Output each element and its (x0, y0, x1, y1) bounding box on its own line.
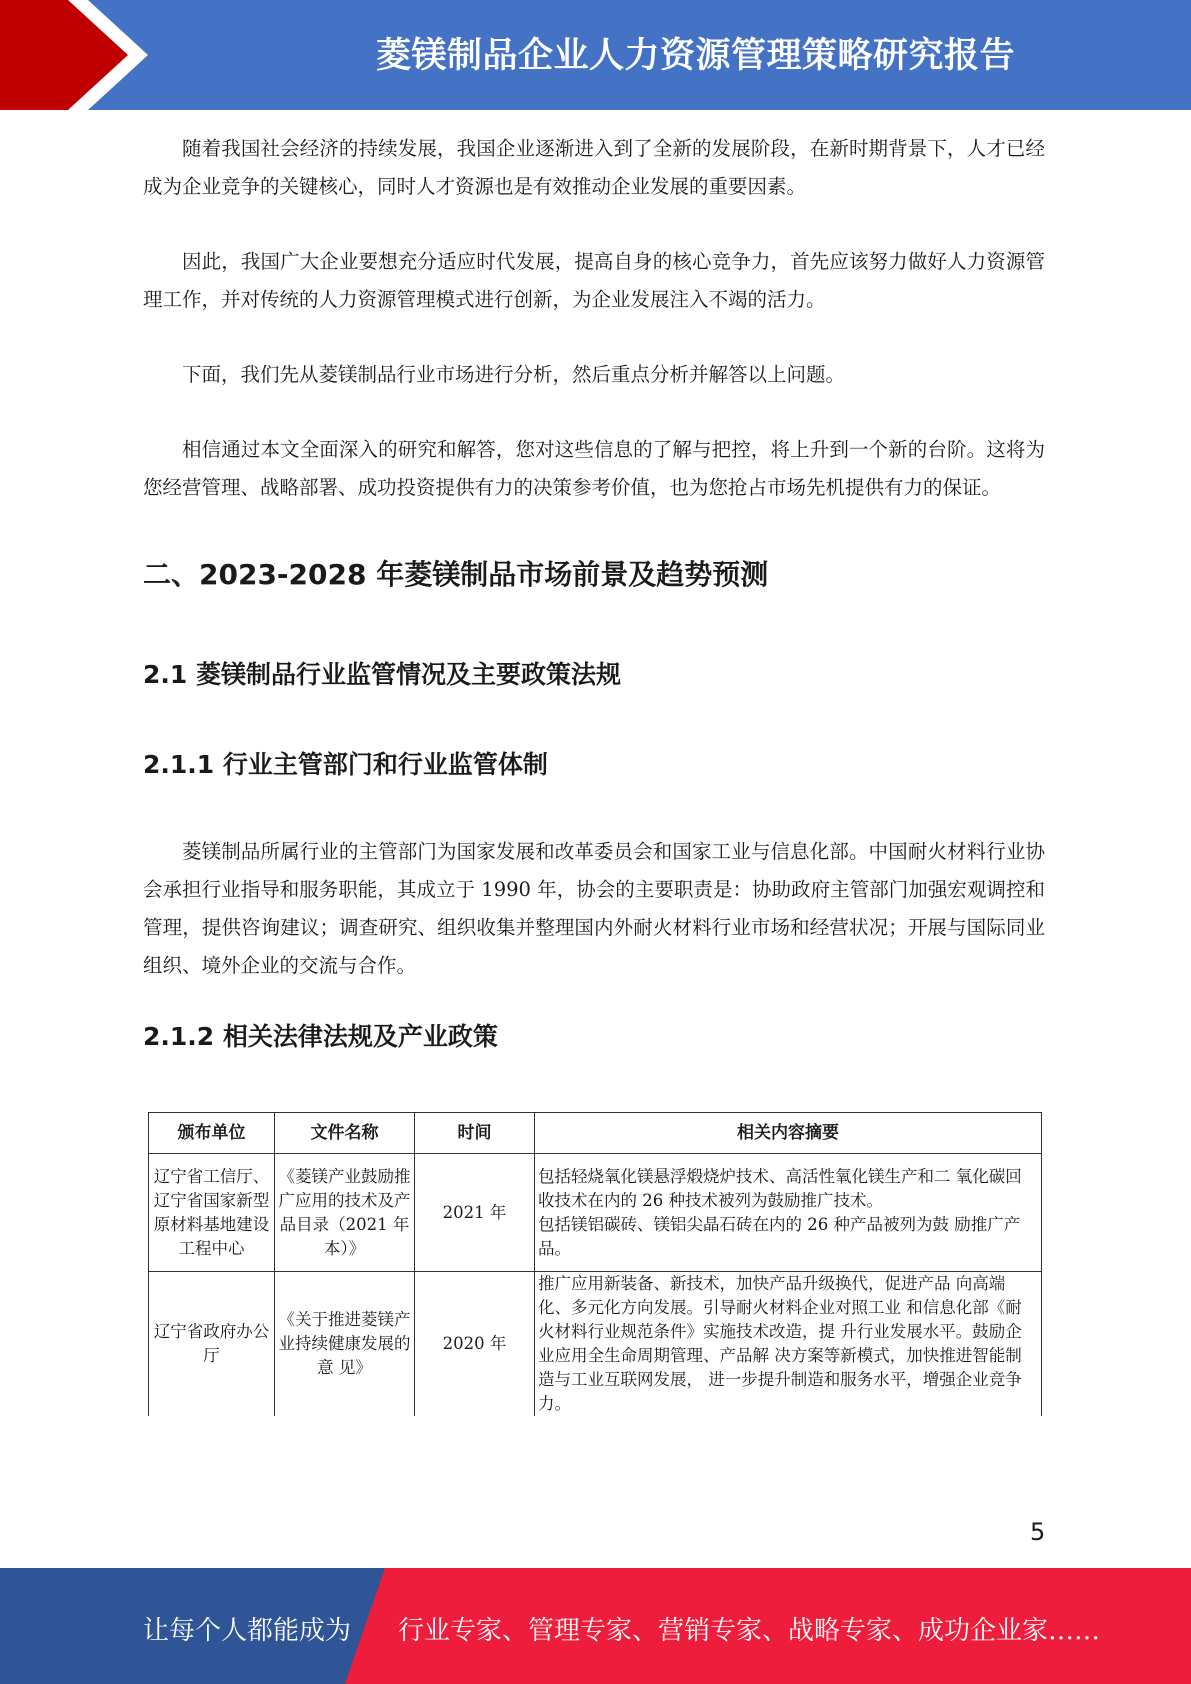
intro-paragraph-3: 下面，我们先从菱镁制品行业市场进行分析，然后重点分析并解答以上问题。 (182, 363, 846, 386)
section-heading-2: 二、2023-2028 年菱镁制品市场前景及趋势预测 (143, 558, 769, 591)
document-title: 菱镁制品企业人力资源管理策略研究报告 (375, 36, 1015, 76)
intro-paragraph-2: 因此，我国广大企业要想充分适应时代发展，提高自身的核心竞争力，首先应该努力做好人力资源管理工作，并对传统的人力资源管理模式进行创新，为企业发展注入不竭的活力。 (143, 250, 1045, 311)
footer-slogan-right: 行业专家、管理专家、营销专家、战略专家、成功企业家…… (398, 1616, 1101, 1646)
table-cell-issuer: 辽宁省政府办公厅 (149, 1272, 275, 1417)
summary-line: 包括镁铝碳砖、镁铝尖晶石砖在内的 26 种产品被列为鼓 励推广产品。 (538, 1214, 1021, 1258)
table-row (149, 1154, 1042, 1272)
table-header-time: 时间 (415, 1113, 535, 1154)
page-number: 5 (1030, 1518, 1046, 1546)
table-header-issuer: 颁布单位 (149, 1113, 275, 1154)
table-cell-document: 《菱镁产业鼓励推广应用的技术及产品目录（2021 年本）》 (275, 1154, 415, 1272)
page-header (0, 0, 1191, 110)
table-cell-time: 2021 年 (415, 1154, 535, 1272)
table-cell-document: 《关于推进菱镁产业持续健康发展的意 见》 (275, 1272, 415, 1417)
table-header-document: 文件名称 (275, 1113, 415, 1154)
table-header-row (149, 1113, 1042, 1154)
header-arrow-decoration (0, 0, 240, 110)
table-cell-issuer: 辽宁省工信厅、辽宁省国家新型原材料基地建设工程中心 (149, 1154, 275, 1272)
table-cell-summary (535, 1272, 1042, 1417)
table-row (149, 1272, 1042, 1417)
footer-slogan-left: 让每个人都能成为 (143, 1616, 352, 1646)
section-heading-2-1: 2.1 菱镁制品行业监管情况及主要政策法规 (143, 660, 621, 689)
summary-line: 包括轻烧氧化镁悬浮煅烧炉技术、高活性氧化镁生产和二 氧化碳回收技术在内的 26 种技术被列为鼓励推广技术。 (538, 1166, 1022, 1210)
page-content (143, 130, 1045, 1055)
summary-line: 推广应用新装备、新技术，加快产品升级换代，促进产品 向高端化、多元化方向发展。引导耐火材料企业对照工业 和信息化部《耐火材料行业规范条件》实施技术改造，提 升行业发展水平。鼓励企业应用全生命周期管理、产品解 决方案等新模式，加快推进智能制造与工业互联网发展， 进一步提升制造和服务水平，增强企业竞争力。 (538, 1274, 1022, 1413)
intro-paragraph-4: 相信通过本文全面深入的研究和解答，您对这些信息的了解与把控，将上升到一个新的台阶。这将为您经营管理、战略部署、成功投资提供有力的决策参考价值，也为您抢占市场先机提供有力的保证。 (143, 438, 1045, 499)
table-cell-summary (535, 1154, 1042, 1272)
table-cell-time: 2020 年 (415, 1272, 535, 1417)
regulatory-paragraph: 菱镁制品所属行业的主管部门为国家发展和改革委员会和国家工业与信息化部。中国耐火材料行业协会承担行业指导和服务职能，其成立于 1990 年，协会的主要职责是：协助政府主管部门加强宏观调控和管理，提供咨询建议；调查研究、组织收集并整理国内外耐火材料行业市场和经营状况；开展与国际同业组织、境外企业的交流与合作。 (143, 840, 1045, 977)
policy-table (148, 1112, 1042, 1416)
page-footer (0, 1568, 1191, 1684)
table-header-summary: 相关内容摘要 (535, 1113, 1042, 1154)
section-heading-2-1-1: 2.1.1 行业主管部门和行业监管体制 (143, 750, 548, 779)
intro-paragraph-1: 随着我国社会经济的持续发展，我国企业逐渐进入到了全新的发展阶段，在新时期背景下，人才已经成为企业竞争的关键核心，同时人才资源也是有效推动企业发展的重要因素。 (143, 137, 1045, 198)
section-heading-2-1-2: 2.1.2 相关法律法规及产业政策 (143, 1022, 498, 1051)
